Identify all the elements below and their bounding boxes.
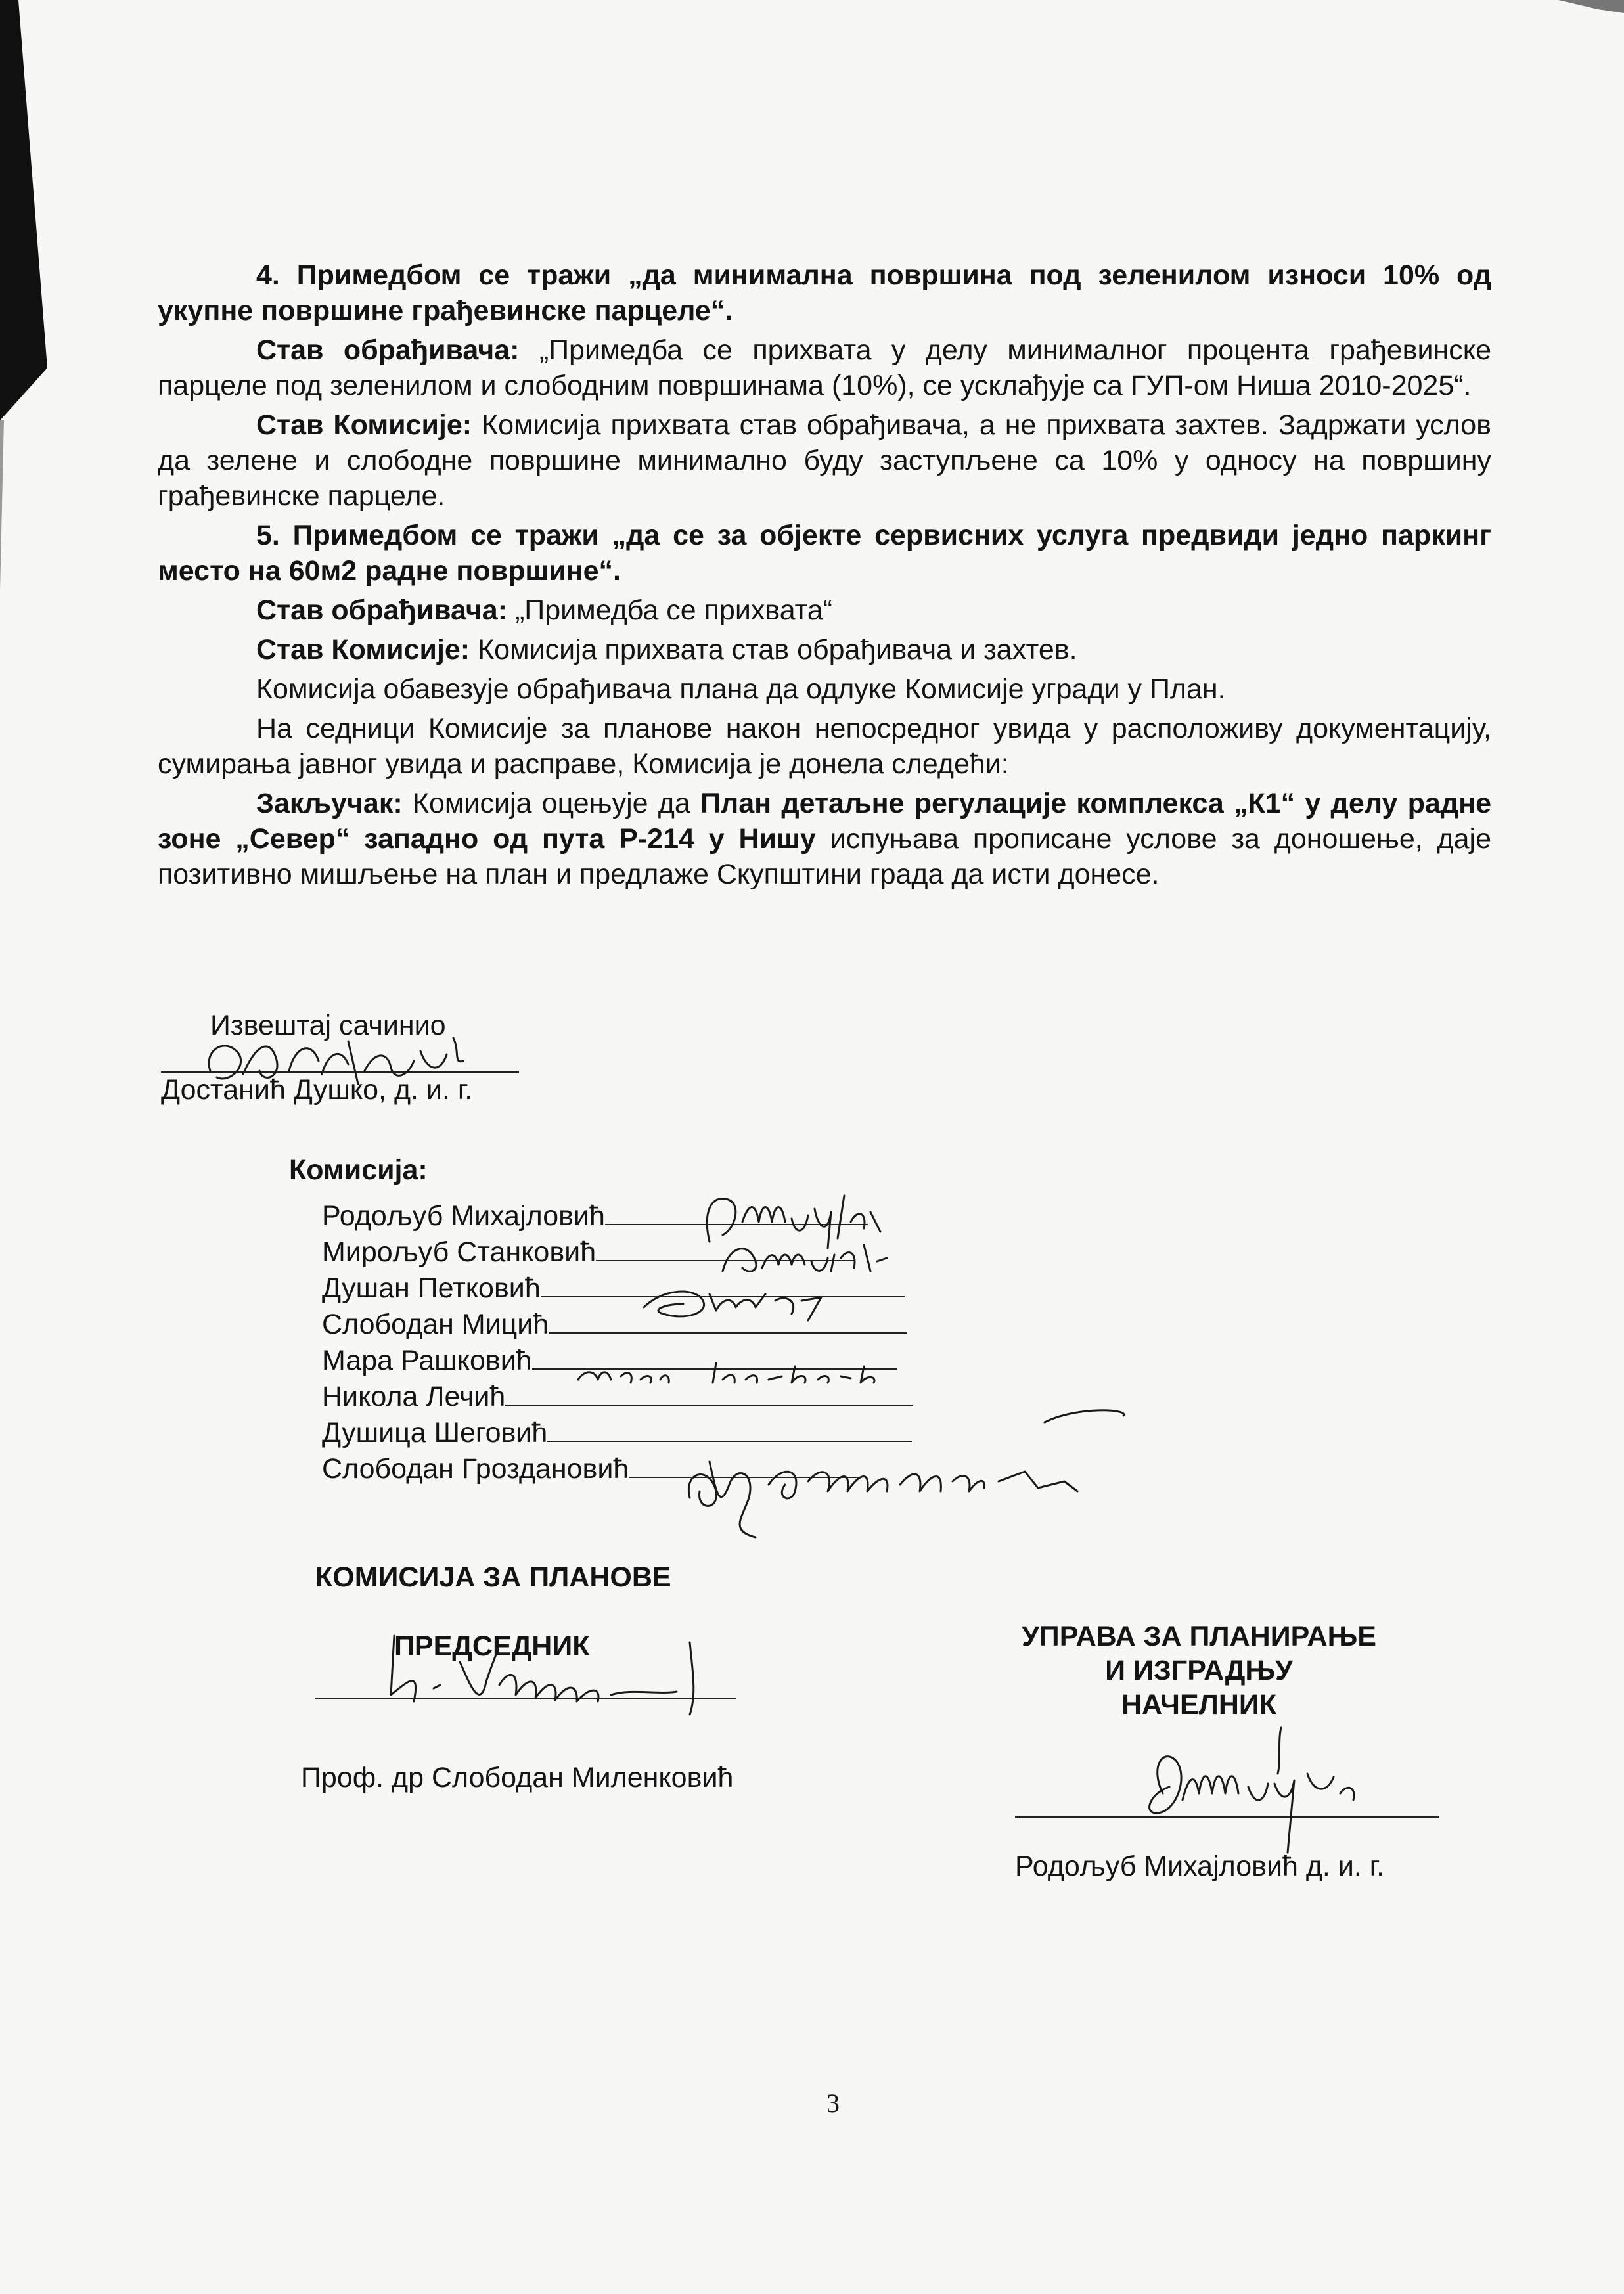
item-5-commission-position bbox=[158, 632, 1491, 667]
member-name: Никола Лечић bbox=[322, 1381, 506, 1412]
member-name: Родољуб Михајловић bbox=[322, 1200, 605, 1232]
item-4-author-position bbox=[158, 332, 1491, 403]
member-name: Душан Петковић bbox=[322, 1272, 541, 1304]
department-line-2: И ИЗГРАДЊУ bbox=[1105, 1655, 1293, 1686]
item-5-number: 5. bbox=[256, 520, 280, 551]
scan-corner-mark bbox=[1427, 0, 1624, 26]
member-name: Душица Шеговић bbox=[322, 1417, 548, 1449]
report-label: Извештај сачинио bbox=[210, 1010, 446, 1041]
item-5 bbox=[158, 518, 1491, 589]
scan-edge-shadow bbox=[0, 0, 53, 2294]
chair-name: Проф. др Слободан Миленковић bbox=[301, 1762, 734, 1793]
conclusion-paragraph bbox=[158, 786, 1491, 892]
commission-position-text: Комисија прихвата став обрађивача и захтев. bbox=[478, 634, 1077, 665]
member-name: Мара Рашковић bbox=[322, 1345, 532, 1376]
item-4-number: 4. bbox=[256, 259, 280, 291]
document-body bbox=[158, 258, 1491, 896]
report-author-name: Достанић Душко, д. и. г. bbox=[161, 1074, 473, 1106]
session-paragraph: На седници Комисије за планове након непосредног увида у расположиву документацију, сумирања јавног увида и расправе, Комисија је донела следећи: bbox=[158, 713, 1491, 780]
item-5-text: Примедбом се тражи „да се за објекте сервисних услуга предвиди једно паркинг место на 60м2 радне површине“. bbox=[158, 520, 1491, 587]
commission-position-label: Став Комисије: bbox=[256, 634, 470, 665]
item-4-text: Примедбом се тражи „да минимална површина под зеленилом износи 10% од укупне површине грађевинске парцеле“. bbox=[158, 259, 1491, 326]
report-author-signature bbox=[197, 1025, 480, 1097]
committee-title: Комисија: bbox=[289, 1154, 428, 1186]
conclusion-pre: Комисија оцењује да bbox=[412, 788, 690, 819]
author-position-label: Став обрађивача: bbox=[256, 334, 520, 366]
signature-member-5 bbox=[565, 1353, 907, 1393]
member-name: Слободан Мицић bbox=[322, 1309, 549, 1340]
chair-signature bbox=[381, 1623, 749, 1721]
commission-position-label: Став Комисије: bbox=[256, 409, 472, 441]
signature-member-8 bbox=[670, 1399, 1143, 1557]
author-position-text: „Примедба се прихвата у делу минималног процента грађевинске парцеле под зеленилом и слободним површинама (10%), се усклађује са ГУП-ом Ниша 2010-2025“. bbox=[158, 334, 1491, 401]
chair-role: ПРЕДСЕДНИК bbox=[394, 1631, 590, 1662]
department-role: НАЧЕЛНИК bbox=[1121, 1689, 1277, 1720]
obligation-paragraph: Комисија обавезује обрађивача плана да одлуке Комисије угради у План. bbox=[256, 673, 1226, 705]
department-head-name: Родољуб Михајловић д. и. г. bbox=[1015, 1851, 1385, 1882]
item-4-commission-position bbox=[158, 407, 1491, 514]
member-name: Слободан Гроздановић bbox=[322, 1453, 629, 1485]
commission-position-text: Комисија прихвата став обрађивача, а не прихвата захтев. Задржати услов да зелене и слободне површине минимално буду заступљене са 10% у односу на површину грађевинске парцеле. bbox=[158, 409, 1491, 512]
author-position-label: Став обрађивача: bbox=[256, 595, 508, 626]
page-number: 3 bbox=[826, 2088, 840, 2118]
author-position-text: „Примедба се прихвата“ bbox=[514, 595, 833, 626]
conclusion-label: Закључак: bbox=[256, 788, 403, 819]
department-line-1: УПРАВА ЗА ПЛАНИРАЊЕ bbox=[1022, 1621, 1376, 1652]
member-name: Мирољуб Станковић bbox=[322, 1236, 597, 1268]
conclusion-post: испуњава прописане услове за доношење, даје позитивно мишљење на план и предлаже Скупштини града да исти донесе. bbox=[158, 823, 1491, 890]
signature-member-3 bbox=[624, 1274, 834, 1327]
item-4 bbox=[158, 258, 1491, 328]
conclusion-plan-title: План детаљне регулације комплекса „К1“ у делу радне зоне „Север“ западно од пута Р-214 у Нишу bbox=[158, 788, 1491, 855]
department-block bbox=[1015, 1619, 1383, 1722]
commission-org: КОМИСИЈА ЗА ПЛАНОВЕ bbox=[315, 1562, 671, 1593]
item-5-author-position bbox=[158, 593, 1491, 628]
